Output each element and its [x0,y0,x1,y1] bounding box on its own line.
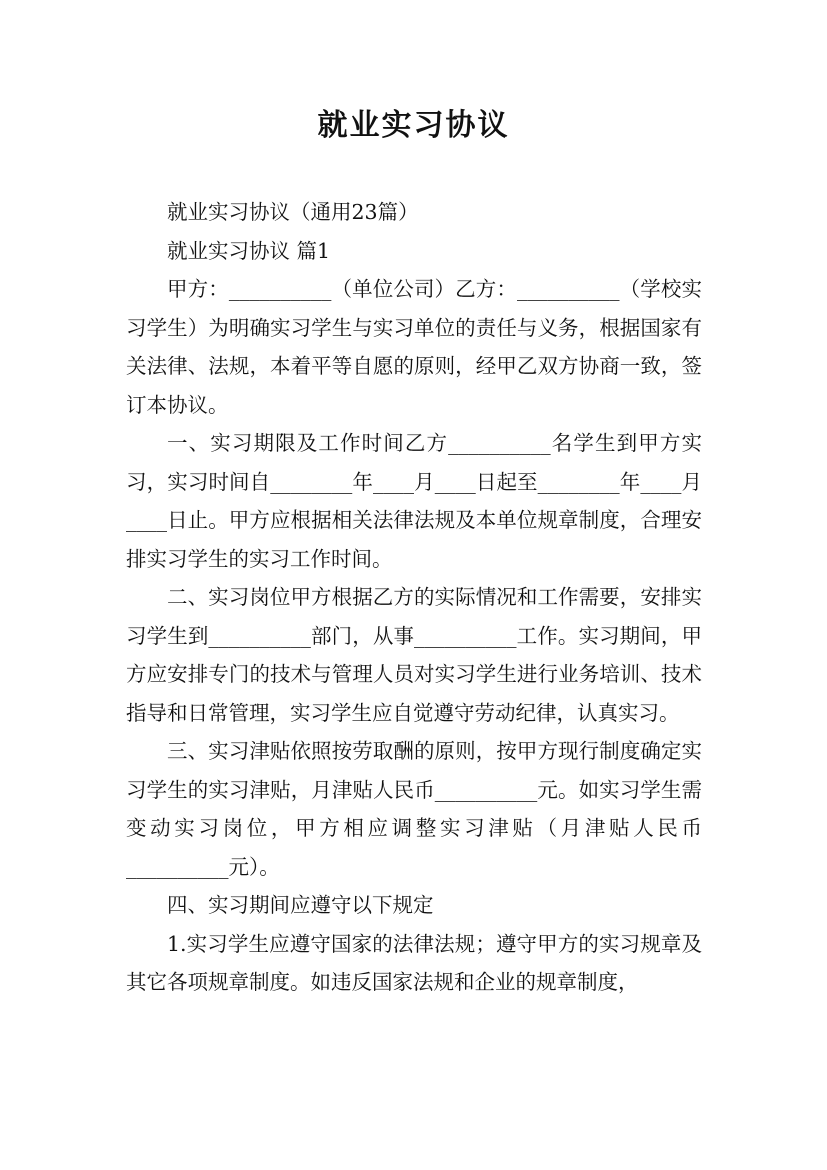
paragraph-term: 一、实习期限及工作时间乙方__________名学生到甲方实习，实习时间自________年____月____日起至________年____月____日止。甲方应根据相关法律法规及本单位规章制度，合理安排实习学生的实习工作时间。 [126,431,702,571]
paragraph-rules-heading: 四、实习期间应遵守以下规定 [167,893,434,917]
paragraph-allowance: 三、实习津贴依照按劳取酬的原则，按甲方现行制度确定实习学生的实习津贴，月津贴人民币__________元。如实习学生需变动实习岗位，甲方相应调整实习津贴（月津贴人民币__________元）。 [126,739,702,879]
document-body [126,193,702,1002]
paragraph-rule-1: 1.实习学生应遵守国家的法律法规；遵守甲方的实习规章及其它各项规章制度。如违反国家法规和企业的规章制度， [126,931,702,994]
document-subtitle: 就业实习协议（通用23篇） [167,200,419,224]
paragraph-position: 二、实习岗位甲方根据乙方的实际情况和工作需要，安排实习学生到__________部门，从事__________工作。实习期间，甲方应安排专门的技术与管理人员对实习学生进行业务培训、技术指导和日常管理，实习学生应自觉遵守劳动纪律，认真实习。 [126,585,702,725]
document-title: 就业实习协议 [317,108,510,143]
section-heading: 就业实习协议 篇1 [167,238,331,263]
paragraph-parties: 甲方：__________（单位公司）乙方：__________（学校实习学生）为明确实习学生与实习单位的责任与义务，根据国家有关法律、法规，本着平等自愿的原则，经甲乙双方协商一致，签订本协议。 [126,277,702,417]
